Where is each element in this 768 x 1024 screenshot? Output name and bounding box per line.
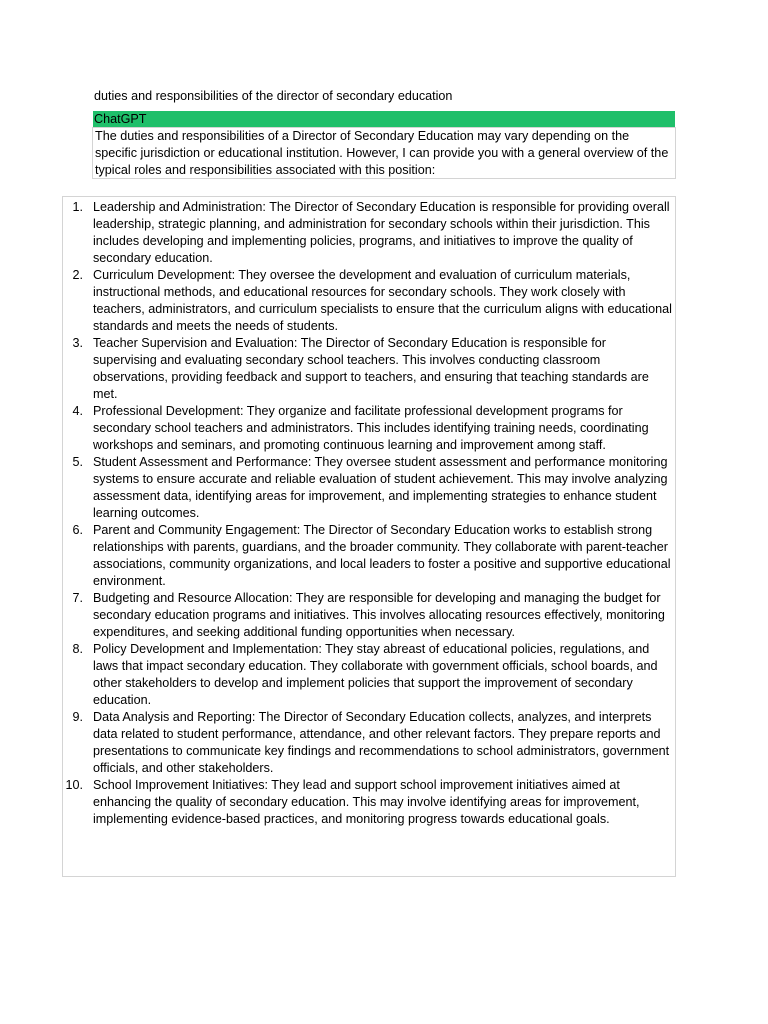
list-item-number: 2. bbox=[72, 268, 83, 282]
list-item-number: 3. bbox=[72, 336, 83, 350]
list-item-text: Professional Development: They organize and facilitate professional development programs for secondary school teachers and administrators. This includes identifying training needs, coordinating workshops and seminars, and promoting continuous learning and improvement among staff. bbox=[93, 404, 649, 452]
list-item bbox=[63, 590, 675, 641]
list-item bbox=[63, 454, 675, 522]
list-item-text: Policy Development and Implementation: They stay abreast of educational policies, regulations, and laws that impact secondary education. They collaborate with government officials, school boards, and other stakeholders to develop and implement policies that support the improvement of secondary education. bbox=[93, 642, 658, 707]
list-item bbox=[63, 522, 675, 590]
list-item bbox=[63, 777, 675, 828]
list-item bbox=[63, 641, 675, 709]
prompt-text: duties and responsibilities of the director of secondary education bbox=[94, 89, 453, 103]
list-item-text: Leadership and Administration: The Director of Secondary Education is responsible for providing overall leadership, strategic planning, and administration for secondary schools within their jurisdiction. This includes developing and implementing policies, programs, and initiatives to improve the quality of secondary education. bbox=[93, 200, 670, 265]
list-item-text: Student Assessment and Performance: They oversee student assessment and performance monitoring systems to ensure accurate and reliable evaluation of student achievement. This may involve analyzing assessment data, identifying areas for improvement, and implementing strategies to enhance student learning outcomes. bbox=[93, 455, 668, 520]
list-item-text: Data Analysis and Reporting: The Director of Secondary Education collects, analyzes, and interprets data related to student performance, attendance, and other relevant factors. They prepare reports and presentations to communicate key findings and recommendations to school administrators, government officials, and other stakeholders. bbox=[93, 710, 670, 775]
responsibilities-box bbox=[62, 196, 676, 877]
list-item bbox=[63, 709, 675, 777]
list-item-text: Budgeting and Resource Allocation: They are responsible for developing and managing the budget for secondary education programs and initiatives. This involves allocating resources effectively, monitoring expenditures, and seeking additional funding opportunities when necessary. bbox=[93, 591, 665, 639]
intro-paragraph: The duties and responsibilities of a Director of Secondary Education may vary depending on the specific jurisdiction or educational institution. However, I can provide you with a general overview of the typical roles and responsibilities associated with this position: bbox=[92, 127, 676, 179]
list-item bbox=[63, 335, 675, 403]
list-item-text: School Improvement Initiatives: They lead and support school improvement initiatives aimed at enhancing the quality of secondary education. This may involve identifying areas for improvement, implementing evidence-based practices, and monitoring progress towards educational goals. bbox=[93, 778, 640, 826]
list-item-number: 8. bbox=[72, 642, 83, 656]
list-item-number: 7. bbox=[72, 591, 83, 605]
list-item bbox=[63, 403, 675, 454]
list-item-number: 6. bbox=[72, 523, 83, 537]
list-item-number: 5. bbox=[72, 455, 83, 469]
list-item-number: 4. bbox=[72, 404, 83, 418]
chatgpt-label-bar: ChatGPT bbox=[93, 111, 675, 127]
responsibilities-list bbox=[63, 199, 675, 828]
list-item-number: 10. bbox=[65, 778, 83, 792]
list-item bbox=[63, 267, 675, 335]
list-item-number: 9. bbox=[72, 710, 83, 724]
list-item bbox=[63, 199, 675, 267]
list-item-number: 1. bbox=[72, 200, 83, 214]
list-item-text: Parent and Community Engagement: The Director of Secondary Education works to establish strong relationships with parents, guardians, and the broader community. They collaborate with parent-teacher associations, community organizations, and local leaders to foster a positive and supportive educational environment. bbox=[93, 523, 671, 588]
list-item-text: Teacher Supervision and Evaluation: The Director of Secondary Education is responsible for supervising and evaluating secondary school teachers. This involves conducting classroom observations, providing feedback and support to teachers, and ensuring that teaching standards are met. bbox=[93, 336, 649, 401]
list-item-text: Curriculum Development: They oversee the development and evaluation of curriculum materials, instructional methods, and educational resources for secondary schools. They work closely with teachers, administrators, and curriculum specialists to ensure that the curriculum aligns with educational standards and meets the needs of students. bbox=[93, 268, 672, 333]
